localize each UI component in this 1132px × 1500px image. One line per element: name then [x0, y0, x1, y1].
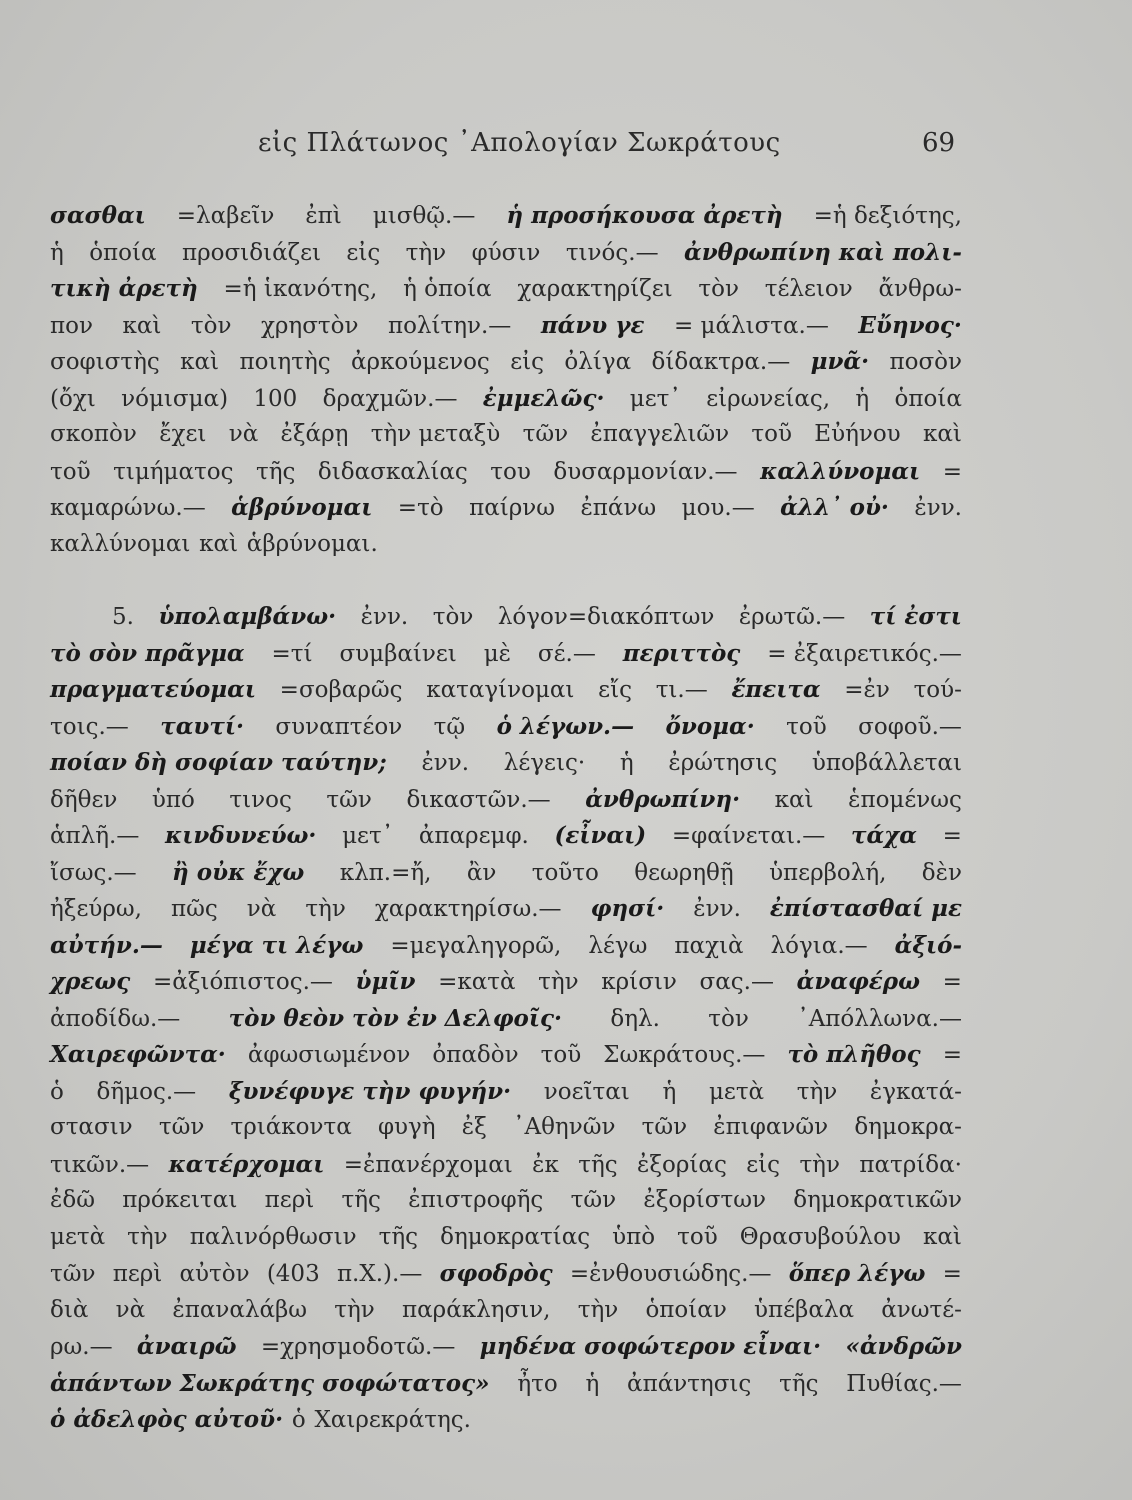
text-line — [50, 348, 962, 385]
gloss-text: δῆθεν — [50, 786, 118, 813]
gloss-text: τριάκοντα — [230, 1114, 352, 1140]
gloss-text: στασιν — [50, 1114, 133, 1140]
gloss-text: τι.— — [655, 677, 708, 703]
gloss-text: ὁποία — [894, 385, 962, 412]
gloss-text: δημοκρατίας — [440, 1223, 591, 1250]
gloss-text: ἑπομένως — [848, 786, 962, 813]
gloss-text: παχιὰ — [674, 932, 744, 959]
gloss-text: νὰ — [246, 896, 277, 922]
lemma: μηδένα σοφώτερον εἶναι· — [479, 1333, 822, 1360]
gloss-text: σας.— — [699, 969, 774, 995]
gloss-text: καὶ — [180, 349, 220, 375]
gloss-text: κρίσιν — [601, 969, 677, 995]
text-line — [50, 458, 962, 495]
lemma: (εἶναι) — [554, 822, 647, 849]
gloss-text: χαρακτηρίζει — [517, 276, 673, 302]
gloss-text: ἐδῶ — [50, 1187, 95, 1213]
gloss-text: ὑποβάλλεται — [811, 750, 962, 776]
text-line — [50, 1333, 962, 1370]
gloss-text: εἰρωνείας, — [706, 385, 831, 412]
lemma: ἀξιό- — [894, 931, 962, 959]
lemma: χρεως — [50, 968, 131, 995]
gloss-text: περὶ — [264, 1187, 315, 1213]
gloss-text: τὴν — [577, 1296, 619, 1323]
gloss-text: τέλειον — [764, 276, 853, 302]
text-line — [50, 786, 962, 823]
gloss-text: τῶν — [570, 1187, 617, 1213]
gloss-text: ποσὸν — [889, 349, 962, 375]
lemma: τὸ σὸν πρᾶγμα — [50, 639, 245, 667]
gloss-text: τῆς — [341, 1187, 381, 1213]
gloss-text: μου.— — [681, 495, 755, 521]
gloss-text: νὰ — [228, 421, 259, 447]
gloss-text: τῆς — [256, 458, 296, 485]
paragraph-1 — [50, 202, 962, 567]
gloss-text: ὀπαδὸν — [432, 1042, 519, 1068]
gloss-text: δυσαρμονίαν.— — [553, 458, 738, 485]
lemma: ὁ λέγων.— — [496, 712, 635, 740]
lemma: ποίαν δὴ σοφίαν ταύτην; — [50, 749, 387, 776]
gloss-text: ἀφωσιωμένον — [247, 1042, 411, 1068]
text-line — [50, 275, 962, 312]
text-line — [50, 968, 962, 1005]
gloss-text: = ἐξαιρετικός.— — [767, 640, 962, 667]
lemma: σασθαι — [50, 202, 146, 229]
gloss-text: =ἀξιόπιστος.— — [152, 969, 333, 995]
gloss-text: εἴς — [598, 677, 632, 703]
gloss-text: =τί — [271, 640, 313, 667]
gloss-text: τῆς — [578, 1151, 618, 1178]
gloss-text: τοις.— — [50, 713, 129, 740]
gloss-text: (ὄχι — [50, 385, 96, 412]
gloss-text: τὴν μεταξὺ — [370, 421, 501, 447]
gloss-text: καμαρώνω.— — [50, 495, 206, 521]
gloss-text: τὴν — [334, 1296, 375, 1323]
gloss-text: =σοβαρῶς — [279, 677, 403, 703]
gloss-text: μὲ — [483, 640, 512, 667]
gloss-text: λόγια.— — [770, 932, 868, 959]
page-number: 69 — [922, 128, 956, 158]
gloss-text: ἐπὶ — [305, 203, 342, 229]
lemma: ἐμμελῶς· — [482, 384, 605, 412]
gloss-text: ᾿Αθηνῶν — [512, 1114, 616, 1140]
lemma: ἀλλ᾿ οὐ· — [780, 494, 889, 521]
gloss-text: σοφιστὴς — [50, 349, 160, 375]
gloss-text: συμβαίνει — [339, 640, 457, 667]
gloss-text: τοῦ — [677, 1223, 718, 1250]
gloss-text: παράκλησιν, — [402, 1296, 551, 1323]
text-line — [50, 932, 962, 969]
gloss-text: τῶν — [326, 786, 372, 813]
lemma: ἀναφέρω — [796, 968, 920, 995]
gloss-text: ἴσως.— — [50, 859, 137, 886]
paragraph-gap — [50, 567, 962, 603]
gloss-text: τὸν — [708, 1005, 749, 1032]
gloss-text: ἀνωτέ- — [881, 1296, 962, 1323]
gloss-text: τιμήματος — [113, 458, 234, 485]
gloss-text: =μεγαληγορῶ, — [390, 932, 562, 959]
gloss-text: ὑπὸ — [612, 1223, 656, 1250]
gloss-text: ἀπάντησις — [627, 1370, 752, 1397]
gloss-text: δημοκρατικῶν — [793, 1187, 962, 1213]
gloss-text: πῶς — [170, 896, 218, 922]
gloss-text: χρηστὸν — [260, 312, 359, 339]
gloss-text: εἰς — [746, 1151, 781, 1178]
text-line — [50, 822, 962, 859]
gloss-text: ρω.— — [50, 1334, 113, 1360]
lemma: καλλύνομαι — [760, 457, 921, 485]
gloss-text: δὲν — [921, 859, 962, 886]
gloss-text: ἠξεύρω, — [50, 896, 142, 922]
lemma: πάνυ γε — [540, 311, 645, 339]
text-line — [50, 1005, 962, 1042]
lemma: τικὴ ἀρετὴ — [50, 275, 198, 302]
gloss-text: ὁποία — [89, 239, 157, 266]
gloss-text: διδασκαλίας — [317, 458, 468, 485]
gloss-text: ποιητὴς — [239, 349, 331, 375]
gloss-text: μετ᾿ — [629, 385, 681, 412]
gloss-text: ἐξορίστων — [643, 1187, 766, 1213]
gloss-text: ὁ — [291, 1407, 306, 1433]
gloss-text: του — [490, 458, 531, 485]
gloss-text: λέγω — [588, 932, 648, 959]
running-head — [50, 128, 956, 176]
gloss-text: νοεῖται — [543, 1078, 630, 1105]
text-line — [50, 385, 962, 422]
gloss-text: τοῦ — [540, 1042, 582, 1068]
paragraph-2 — [50, 603, 962, 1443]
gloss-text: Σωκράτους.— — [603, 1042, 766, 1068]
gloss-text: Χαιρεκράτης. — [314, 1407, 471, 1433]
gloss-text: = — [942, 1042, 962, 1068]
gloss-text: κλπ.=ἤ, — [339, 859, 432, 886]
gloss-text: ᾿Απόλλωνα.— — [797, 1005, 962, 1032]
lemma: τὸν θεὸν τὸν ἐν Δελφοῖς· — [228, 1004, 563, 1032]
gloss-text: ἁβρύνομαι. — [246, 530, 378, 557]
gloss-text: ἐπαγγελιῶν — [590, 421, 730, 447]
gloss-text: =φαίνεται.— — [671, 823, 826, 849]
gloss-text: ὑπερβολή, — [769, 859, 887, 886]
gloss-text: ἡ — [855, 385, 870, 412]
gloss-text: δικαστῶν.— — [406, 786, 551, 813]
text-line — [50, 1114, 962, 1151]
gloss-text: =τὸ — [397, 495, 444, 521]
text-line — [50, 1041, 962, 1078]
gloss-text: θεωρηθῇ — [634, 859, 734, 886]
gloss-text: τού- — [913, 677, 962, 703]
gloss-text: ἡ — [619, 750, 634, 776]
gloss-text: μετὰ — [708, 1078, 765, 1105]
gloss-text: Θρασυβούλου — [739, 1223, 901, 1250]
gloss-text: δημοκρα- — [854, 1114, 962, 1140]
text-line — [50, 1078, 962, 1115]
text-line — [50, 1297, 962, 1334]
gloss-text: μετὰ — [50, 1223, 106, 1250]
gloss-text: τὴν — [799, 1151, 840, 1178]
page-body — [50, 202, 962, 1443]
gloss-text: ἐρωτῶ.— — [738, 604, 846, 630]
gloss-text: τὴν — [405, 239, 447, 266]
gloss-text: καὶ — [122, 312, 162, 339]
gloss-text: εἰς — [510, 349, 545, 375]
lemma: κινδυνεύω· — [165, 822, 317, 849]
lemma: ἔπειτα — [731, 676, 821, 703]
gloss-text: ἂν — [466, 859, 497, 886]
lemma: ἁβρύνομαι — [231, 494, 373, 521]
gloss-text: καλλύνομαι — [50, 530, 191, 557]
gloss-text: μετ᾿ — [342, 823, 394, 849]
gloss-text: ἐπάνω — [580, 495, 657, 521]
lemma: ἁπάντων Σωκράτης σοφώτατος» — [50, 1369, 490, 1397]
lemma: ὁ ἀδελφὸς αὐτοῦ· — [50, 1406, 284, 1433]
text-line — [50, 1187, 962, 1224]
gloss-text: ἐνν. — [421, 750, 470, 776]
lemma: ἡ προσήκουσα ἀρετὴ — [506, 202, 783, 229]
gloss-text: τοῦ — [751, 421, 792, 447]
gloss-text: Εὐήνου — [814, 421, 901, 447]
gloss-text: τὴν — [127, 1223, 168, 1250]
gloss-text: ὑπό — [151, 786, 195, 813]
lemma: ἐπίστασθαί με — [769, 895, 962, 922]
gloss-text: ὁ — [50, 1078, 64, 1105]
text-line — [50, 312, 962, 349]
gloss-text: αὐτὸν — [179, 1261, 250, 1287]
gloss-text: ἁπλῆ.— — [50, 823, 140, 849]
gloss-text: ἐνν. — [693, 896, 741, 922]
lemma: ἀνθρωπίνη· — [585, 785, 741, 813]
gloss-text: δίδακτρα.— — [651, 349, 791, 375]
gloss-text: σοφοῦ.— — [858, 713, 962, 740]
lemma: τί ἐστι — [869, 603, 962, 630]
gloss-text: καὶ — [774, 786, 814, 813]
gloss-text: ὑπέβαλα — [754, 1296, 854, 1323]
lemma: πραγματεύομαι — [50, 676, 256, 703]
gloss-text: ἡ ὁποία — [403, 276, 492, 302]
gloss-text: φύσιν — [471, 239, 541, 266]
gloss-text: τὸν — [190, 312, 232, 339]
gloss-text: π.Χ.).— — [336, 1261, 423, 1287]
gloss-text: καὶ — [922, 1223, 962, 1250]
lemma: μνᾶ· — [810, 348, 870, 375]
gloss-text: ἐπιστροφῆς — [408, 1187, 544, 1213]
gloss-text: νόμισμα) — [121, 385, 229, 412]
gloss-text: σέ.— — [537, 640, 596, 667]
lemma: Χαιρεφῶντα· — [50, 1041, 226, 1068]
running-title: εἰς Πλάτωνος ᾿Απολογίαν Σωκράτους — [258, 128, 781, 158]
gloss-text: τικῶν.— — [50, 1151, 150, 1178]
gloss-text: μισθῷ.— — [372, 203, 476, 229]
gloss-text: πον — [50, 312, 93, 339]
gloss-text: =ἐνθουσιώδης.— — [569, 1261, 772, 1287]
lemma: μέγα τι λέγω — [189, 931, 364, 959]
gloss-text: τὴν — [538, 969, 579, 995]
gloss-text: =κατὰ — [438, 969, 516, 995]
gloss-text: καὶ — [922, 421, 962, 447]
gloss-text: τοῦ — [50, 458, 91, 485]
text-line — [50, 239, 962, 276]
gloss-text: τῶν — [641, 1114, 688, 1140]
gloss-text: νὰ — [115, 1296, 146, 1323]
gloss-text: 5. — [112, 604, 134, 630]
lemma: περιττὸς — [622, 639, 741, 667]
gloss-text: προσιδιάζει — [182, 239, 321, 266]
gloss-text: τινός.— — [565, 239, 659, 266]
gloss-text: (403 — [266, 1261, 320, 1287]
gloss-text: τὴν — [305, 896, 346, 922]
gloss-text: τοῦτο — [531, 859, 599, 886]
lemma: «ἀνδρῶν — [845, 1333, 962, 1360]
gloss-text: δηλ. — [610, 1005, 660, 1032]
gloss-text: περὶ — [112, 1261, 163, 1287]
gloss-text: =χρησμοδοτῶ.— — [260, 1334, 456, 1360]
text-line — [50, 1406, 962, 1443]
lemma: ξυνέφυγε τὴν φυγήν· — [228, 1077, 512, 1105]
text-line — [50, 713, 962, 750]
lemma: ταυτί· — [160, 712, 244, 740]
text-line — [50, 531, 962, 568]
gloss-text: καὶ — [199, 530, 239, 557]
text-line — [50, 895, 962, 932]
gloss-text: πρόκειται — [122, 1187, 238, 1213]
gloss-text: ἐνν. — [914, 495, 962, 521]
gloss-text: τὸν — [432, 604, 474, 630]
gloss-text: = — [942, 1261, 962, 1287]
gloss-text: ἔχει — [159, 421, 207, 447]
gloss-text: τὴν — [796, 1078, 838, 1105]
gloss-text: δῆμος.— — [96, 1078, 197, 1105]
gloss-text: =λαβεῖν — [176, 203, 275, 229]
gloss-text: τῶν — [50, 1261, 96, 1287]
gloss-text: ἐρώτησις — [668, 750, 778, 776]
gloss-text: ἄνθρω- — [878, 276, 962, 302]
gloss-text: δραχμῶν.— — [322, 385, 458, 412]
lemma: Εὔηνος· — [858, 311, 962, 339]
gloss-text: συναπτέον — [275, 713, 403, 740]
text-line — [50, 421, 962, 458]
gloss-text: ὁποίαν — [645, 1296, 727, 1323]
lemma: αὐτήν.— — [50, 931, 163, 959]
gloss-text: τοῦ — [786, 713, 827, 740]
gloss-text: =ἐν — [844, 677, 890, 703]
gloss-text: τῶν — [158, 1114, 205, 1140]
gloss-text: ἐγκατά- — [869, 1078, 962, 1105]
gloss-text: παλινόρθωσιν — [189, 1223, 357, 1250]
gloss-text: ἦτο — [517, 1370, 558, 1397]
gloss-text: ἡ — [662, 1078, 677, 1105]
text-line — [50, 676, 962, 713]
gloss-text: ἀπαρεμφ. — [418, 823, 529, 849]
gloss-text: πατρίδα· — [859, 1151, 962, 1178]
text-line — [50, 494, 962, 531]
gloss-text: σκοπὸν — [50, 421, 137, 447]
lemma: ὑπολαμβάνω· — [158, 603, 337, 630]
gloss-text: =ἡ δεξιότης, — [813, 203, 962, 229]
gloss-text: ἐξ — [461, 1114, 487, 1140]
lemma: ἀναιρῶ — [136, 1333, 237, 1360]
gloss-text: ἐξάρῃ — [280, 421, 349, 447]
gloss-text: διὰ — [50, 1296, 89, 1323]
gloss-text: λέγεις· — [503, 750, 586, 776]
gloss-text: ἐνν. — [360, 604, 409, 630]
text-line — [50, 1260, 962, 1297]
gloss-text: = — [942, 969, 962, 995]
gloss-text: 100 — [253, 385, 298, 412]
lemma: ὅπερ λέγω — [788, 1260, 926, 1287]
lemma: τάχα — [850, 822, 917, 849]
gloss-text: τῆς — [378, 1223, 419, 1250]
gloss-text: ἐξορίας — [637, 1151, 727, 1178]
text-line — [50, 1224, 962, 1261]
gloss-text: = — [942, 458, 962, 485]
gloss-text: τῶν — [522, 421, 569, 447]
lemma: σφοδρὸς — [439, 1260, 553, 1287]
lemma: ὑμῖν — [355, 968, 416, 995]
gloss-text: λόγον=διακόπτων — [497, 604, 715, 630]
gloss-text: ἐπαναλάβω — [172, 1296, 308, 1323]
gloss-text: ὀλίγα — [564, 349, 632, 375]
gloss-text: ἐπιφανῶν — [713, 1114, 829, 1140]
lemma: φησί· — [590, 895, 665, 922]
lemma: ὄνομα· — [665, 712, 755, 740]
text-line — [50, 1370, 962, 1407]
gloss-text: χαρακτηρίσω.— — [374, 896, 562, 922]
text-line — [50, 202, 962, 239]
lemma: τὸ πλῆθος — [787, 1041, 921, 1068]
gloss-text: ἐκ — [532, 1151, 559, 1178]
gloss-text: καταγίνομαι — [426, 677, 575, 703]
gloss-text: εἰς — [346, 239, 381, 266]
gloss-text: Πυθίας.— — [846, 1370, 962, 1397]
gloss-text: τινος — [229, 786, 292, 813]
text-line — [50, 640, 962, 677]
gloss-text: τῷ — [433, 713, 466, 740]
gloss-text: = μάλιστα.— — [673, 312, 829, 339]
gloss-text: τὸν — [698, 276, 739, 302]
gloss-text: τῆς — [779, 1370, 819, 1397]
gloss-text: πολίτην.— — [387, 312, 512, 339]
text-line — [50, 1151, 962, 1188]
gloss-text: ἀποδίδω.— — [50, 1005, 181, 1032]
text-line — [50, 749, 962, 786]
gloss-text: φυγὴ — [377, 1114, 436, 1140]
gloss-text: =ἐπανέρχομαι — [343, 1151, 513, 1178]
text-line — [50, 603, 962, 640]
gloss-text: = — [942, 823, 962, 849]
gloss-text: ἡ — [50, 239, 64, 266]
text-line — [50, 859, 962, 896]
gloss-text: =ἡ ἱκανότης, — [223, 276, 378, 302]
lemma: ἢ οὐκ ἔχω — [172, 858, 305, 886]
lemma: ἀνθρωπίνη καὶ πολι- — [684, 238, 962, 266]
gloss-text: ἡ — [585, 1370, 600, 1397]
gloss-text: ἀρκούμενος — [350, 349, 490, 375]
lemma: κατέρχομαι — [168, 1150, 325, 1178]
gloss-text: παίρνω — [469, 495, 556, 521]
